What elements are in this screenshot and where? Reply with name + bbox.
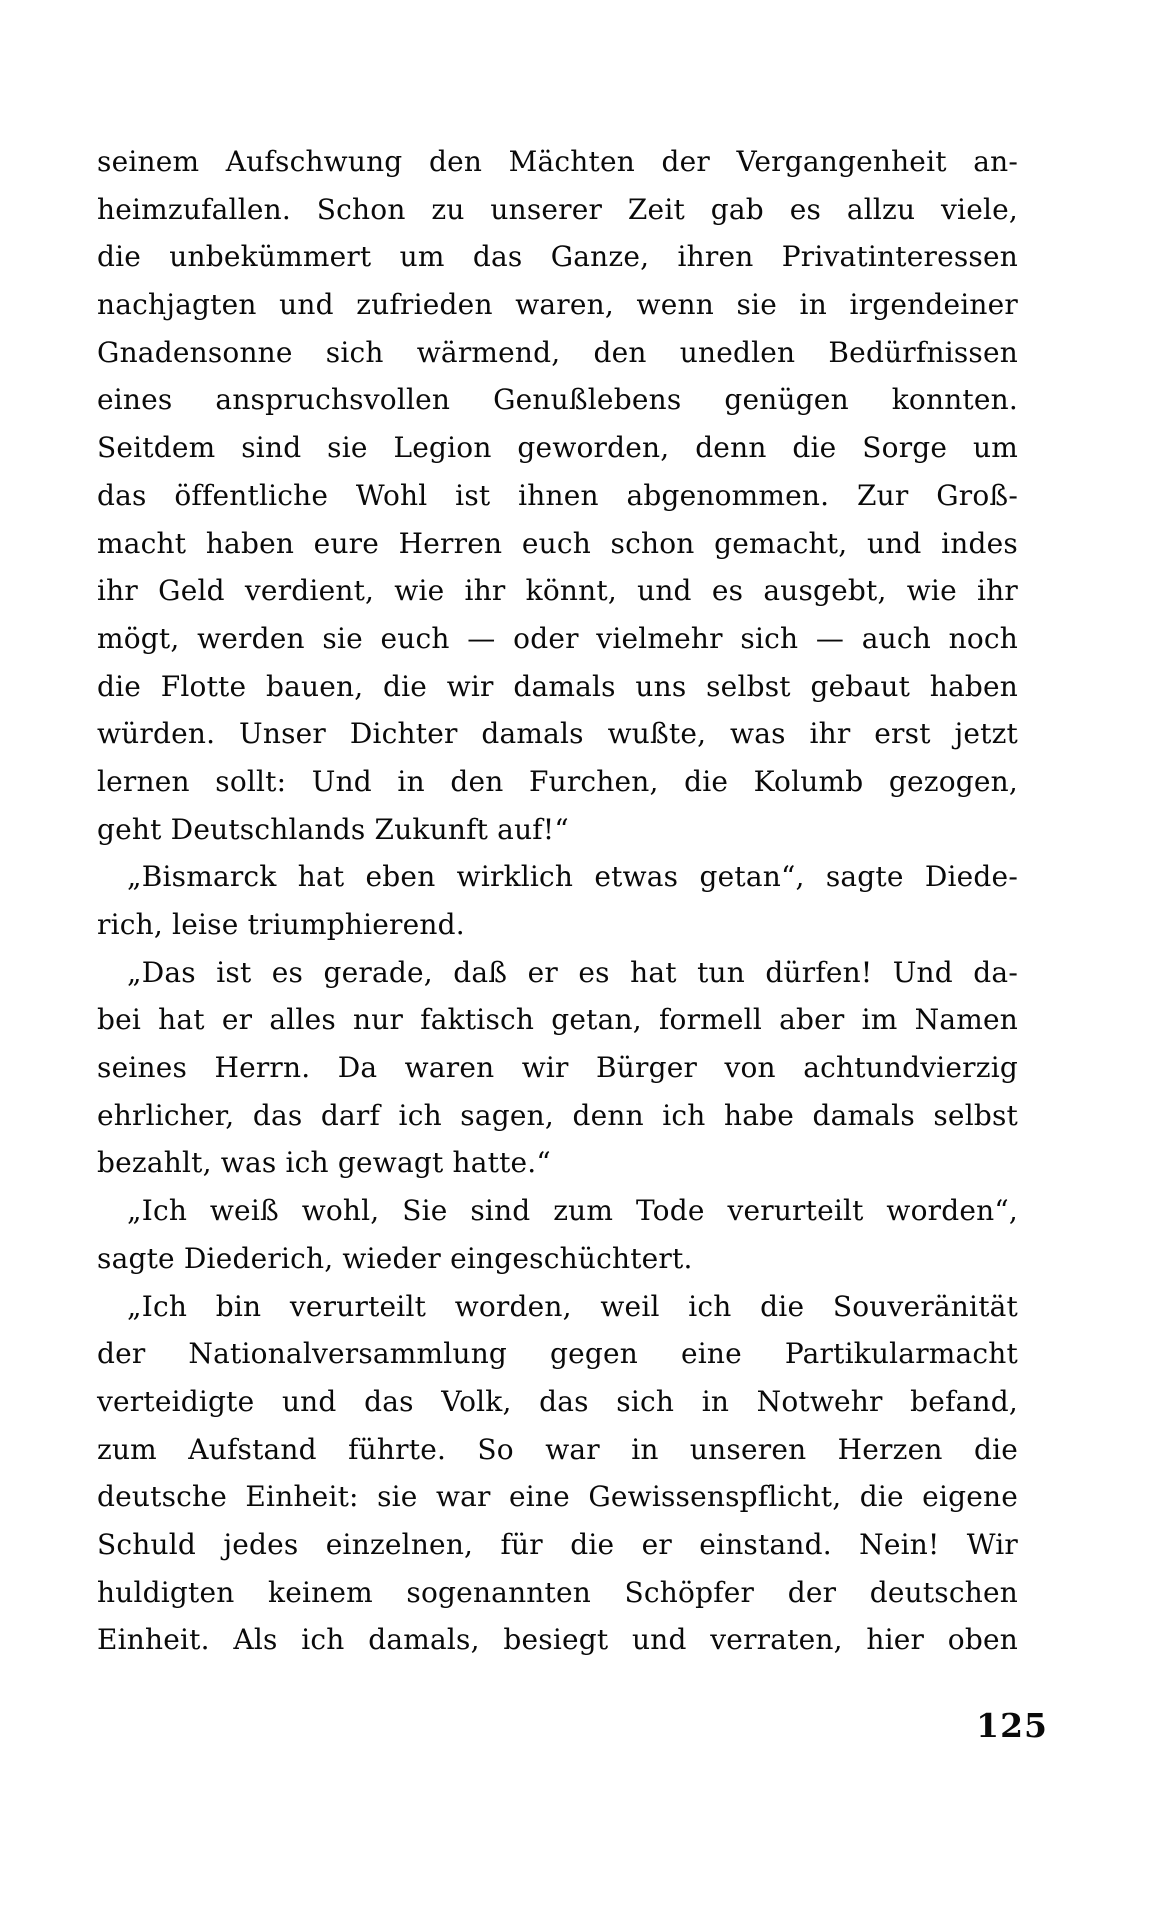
text-line: die unbekümmert um das Ganze, ihren Privatinteressen	[97, 240, 1018, 274]
page-number: 125	[976, 1706, 1048, 1745]
text-line: huldigten keinem sogenannten Schöpfer der deutschen	[97, 1575, 1018, 1609]
text-line: nachjagten und zufrieden waren, wenn sie in irgendeiner	[97, 288, 1018, 322]
text-line: bei hat er alles nur faktisch getan, formell aber im Namen	[97, 1003, 1018, 1037]
text-line: bezahlt, was ich gewagt hatte.“	[97, 1146, 551, 1180]
text-line: deutsche Einheit: sie war eine Gewissenspflicht, die eigene	[97, 1480, 1018, 1514]
text-line: seines Herrn. Da waren wir Bürger von achtundvierzig	[97, 1051, 1018, 1085]
text-line: mögt, werden sie euch — oder vielmehr sich — auch noch	[97, 621, 1018, 655]
text-line: ihr Geld verdient, wie ihr könnt, und es ausgebt, wie ihr	[97, 574, 1018, 608]
text-line: eines anspruchsvollen Genußlebens genügen konnten.	[97, 383, 1018, 417]
text-line: der Nationalversammlung gegen eine Partikularmacht	[97, 1337, 1018, 1371]
text-line: Einheit. Als ich damals, besiegt und verraten, hier oben	[97, 1623, 1018, 1657]
text-line: ehrlicher, das darf ich sagen, denn ich habe damals selbst	[97, 1098, 1018, 1132]
text-line: Seitdem sind sie Legion geworden, denn die Sorge um	[97, 431, 1018, 465]
text-line: die Flotte bauen, die wir damals uns selbst gebaut haben	[97, 669, 1018, 703]
text-line: Gnadensonne sich wärmend, den unedlen Bedürfnissen	[97, 335, 1018, 369]
text-line: Schuld jedes einzelnen, für die er einstand. Nein! Wir	[97, 1527, 1018, 1561]
text-line: rich, leise triumphierend.	[97, 908, 465, 941]
text-line: geht Deutschlands Zukunft auf!“	[97, 812, 569, 846]
text-line: sagte Diederich, wieder eingeschüchtert.	[97, 1241, 693, 1275]
text-line: „Bismarck hat eben wirklich etwas getan“, sagte Diede-	[127, 860, 1018, 894]
text-line: macht haben eure Herren euch schon gemacht, und indes	[97, 526, 1018, 560]
text-line: heimzufallen. Schon zu unserer Zeit gab es allzu viele,	[97, 192, 1018, 226]
page-text	[97, 138, 1018, 1664]
text-line: das öffentliche Wohl ist ihnen abgenommen. Zur Groß-	[97, 478, 1018, 512]
text-line: seinem Aufschwung den Mächten der Vergangenheit an-	[97, 145, 1018, 178]
text-line: „Ich bin verurteilt worden, weil ich die Souveränität	[127, 1289, 1018, 1323]
text-line: zum Aufstand führte. So war in unseren Herzen die	[97, 1432, 1018, 1466]
text-line: „Ich weiß wohl, Sie sind zum Tode verurteilt worden“,	[127, 1194, 1018, 1228]
text-line: verteidigte und das Volk, das sich in Notwehr befand,	[97, 1384, 1018, 1418]
text-line: würden. Unser Dichter damals wußte, was ihr erst jetzt	[97, 717, 1018, 751]
text-line: „Das ist es gerade, daß er es hat tun dürfen! Und da-	[127, 955, 1018, 989]
text-line: lernen sollt: Und in den Furchen, die Kolumb gezogen,	[97, 764, 1018, 798]
